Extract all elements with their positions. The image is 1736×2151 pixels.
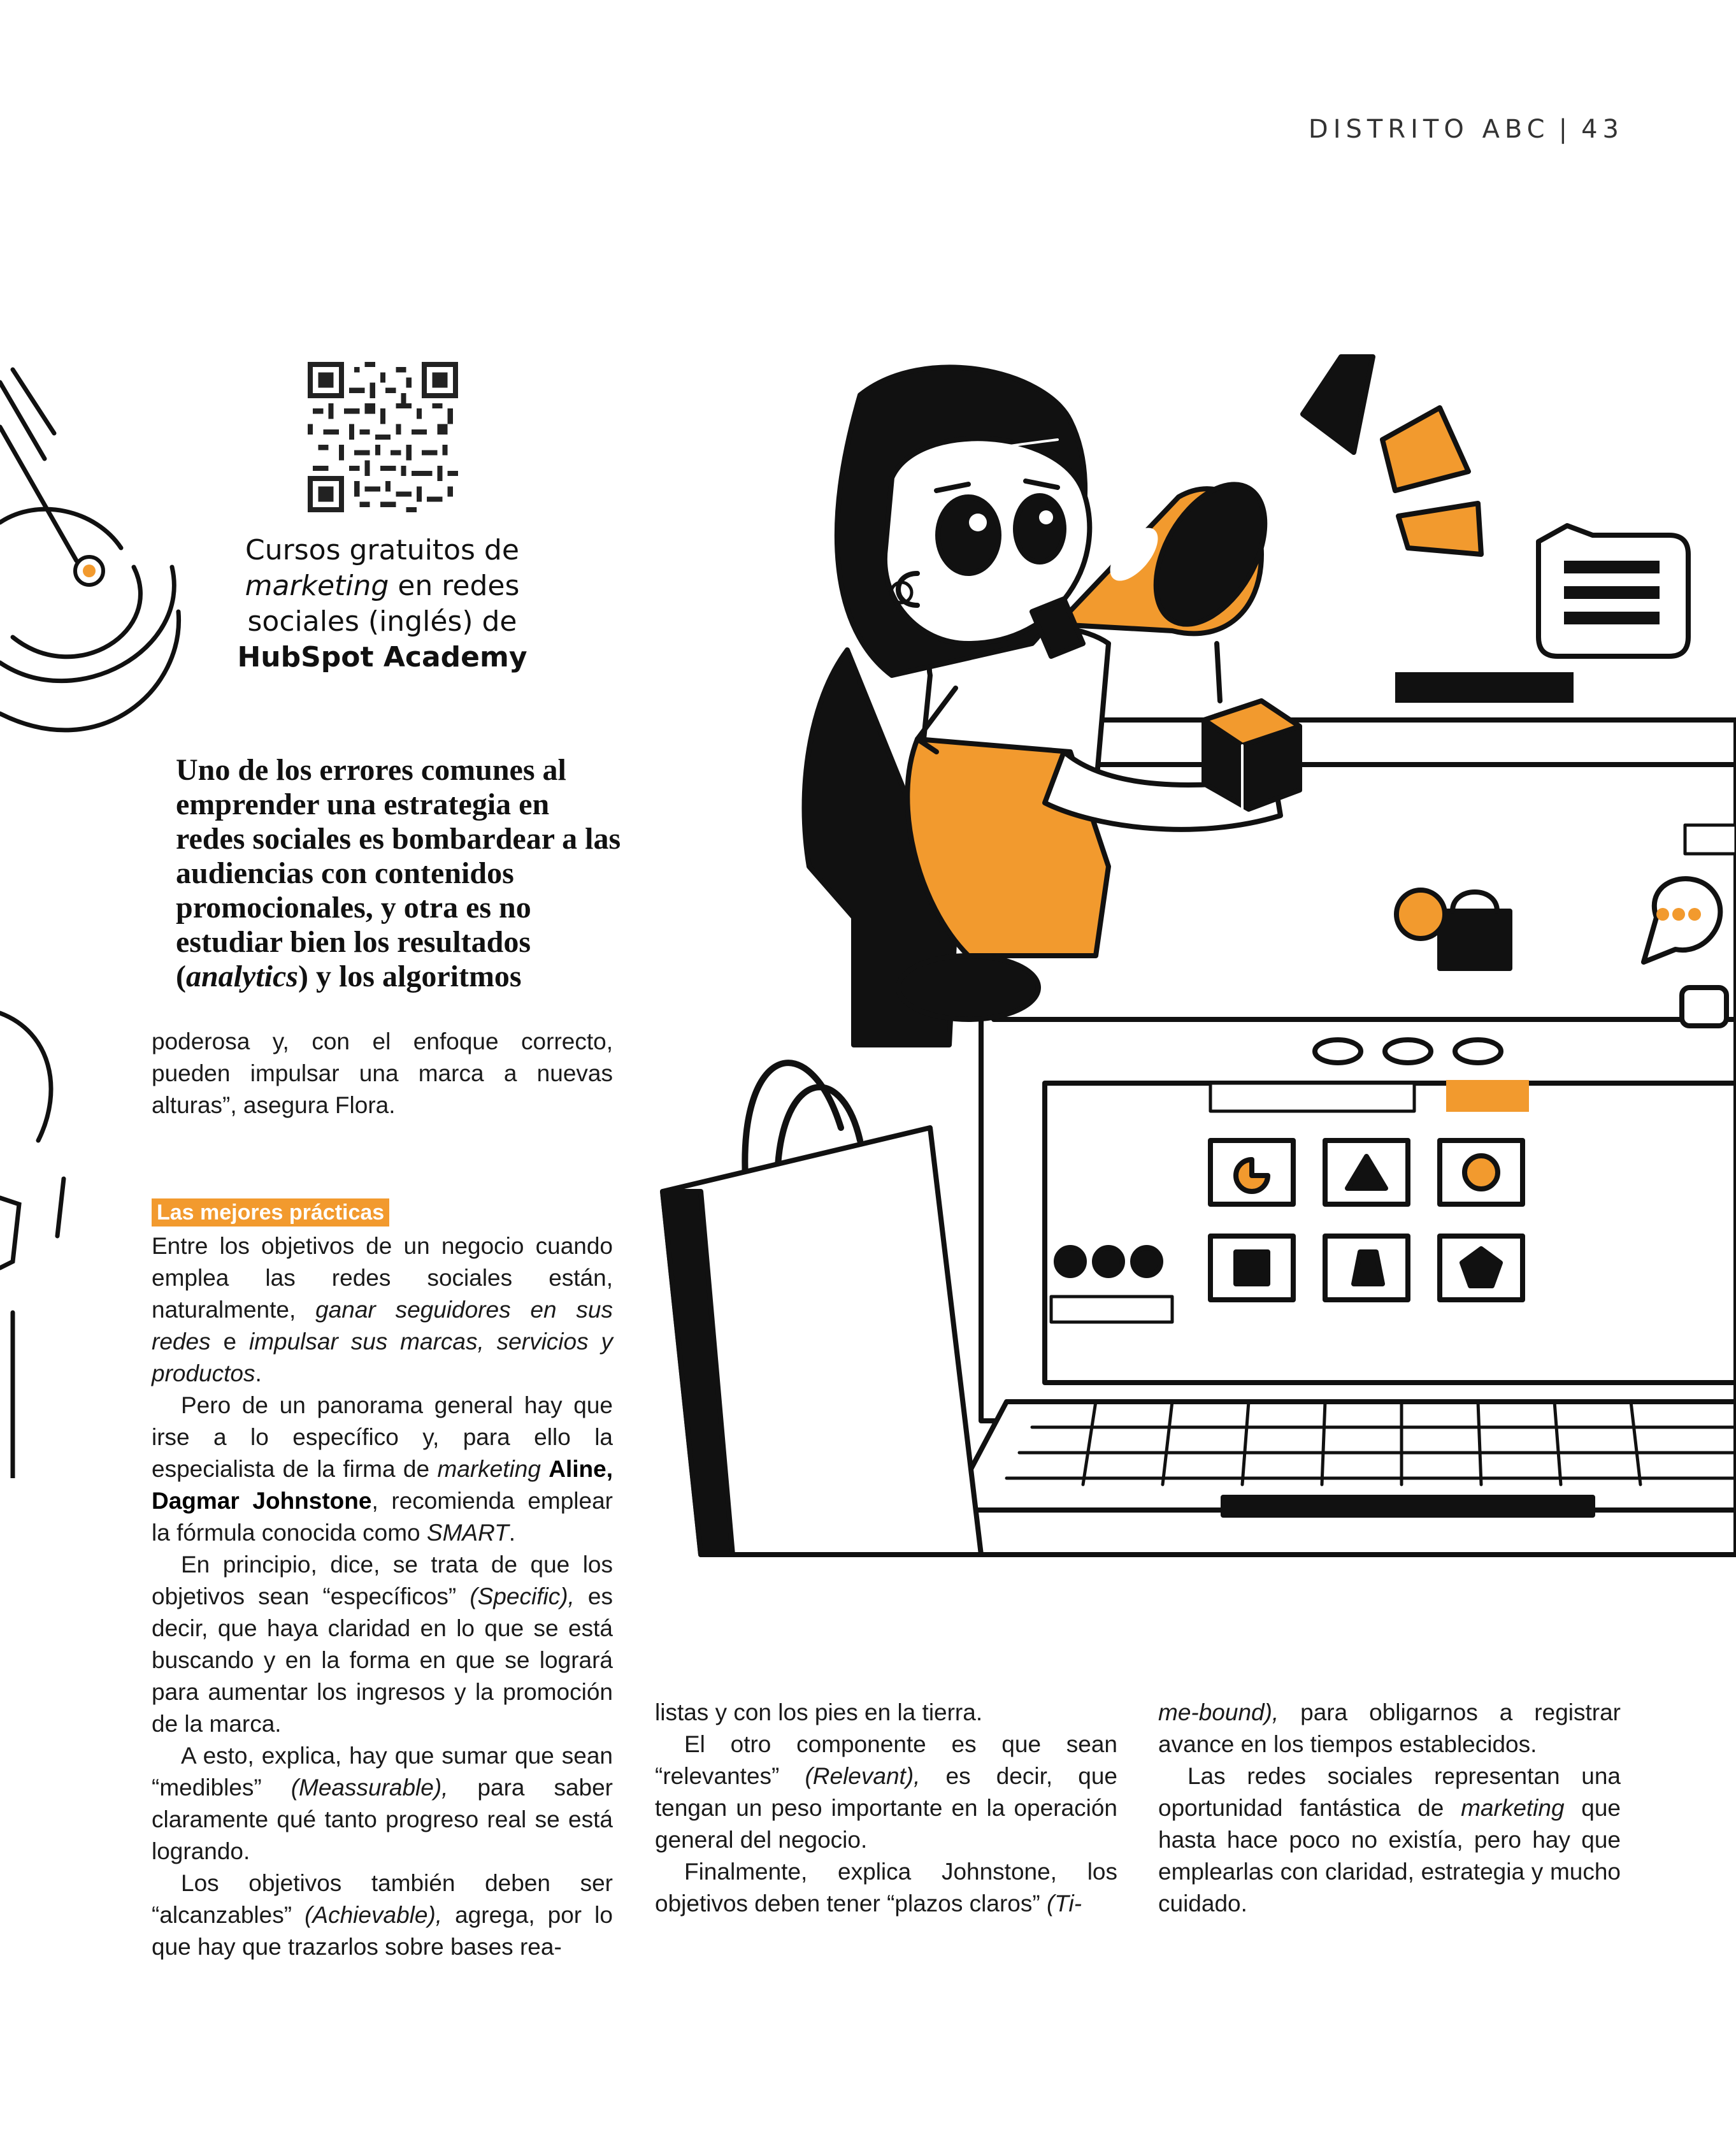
italic-text: (Specific), (470, 1583, 575, 1609)
column-1 (152, 1196, 613, 1963)
qr-code-icon[interactable] (308, 362, 458, 512)
text: El otro componente es que sean “relevantes” (655, 1731, 1117, 1789)
paragraph (655, 1729, 1117, 1856)
bold-name: Aline, Dagmar Johnstone (152, 1456, 613, 1514)
qr-caption-text: en redes (389, 570, 520, 602)
text: A esto, explica, hay que sumar que sean “medibles” (152, 1743, 613, 1801)
paragraph: poderosa y, con el enfoque correcto, pueden impulsar una marca a nuevas alturas”, asegura Flora. (152, 1028, 613, 1118)
text: Las redes sociales representan una oportunidad fantástica de (1158, 1763, 1621, 1821)
italic-text: marketing (1461, 1795, 1565, 1821)
qr-caption-line: sociales (inglés) de (247, 605, 517, 638)
paragraph (655, 1856, 1117, 1920)
header-separator: | (1558, 115, 1573, 144)
pull-quote-text: Uno de los errores comunes al emprender una estrategia en redes sociales es bombardear a las audiencias con contenidos promocionales, y otra es no estudiar bien los resultados ( (176, 753, 621, 993)
italic-text: (Meassurable), (291, 1774, 448, 1801)
qr-caption-italic: marketing (245, 570, 389, 602)
column-1-top (152, 1026, 613, 1121)
italic-text: marketing (437, 1456, 541, 1482)
paragraph (152, 1867, 613, 1963)
text: , recomienda emplear la fórmula conocida como (152, 1488, 613, 1546)
paragraph (1158, 1697, 1621, 1760)
text: Entre los objetivos de un negocio cuando emplea las redes sociales están, naturalmente, (152, 1233, 613, 1323)
running-header (1309, 115, 1624, 144)
paragraph (152, 1740, 613, 1867)
paragraph (152, 1390, 613, 1549)
column-3 (1158, 1697, 1621, 1920)
italic-text: me-bound), (1158, 1699, 1279, 1725)
qr-caption-line (229, 568, 535, 604)
pull-quote-italic: analytics (185, 960, 298, 993)
text: agrega, por lo que hay que trazarlos sobre bases rea- (152, 1902, 613, 1960)
section-label: Las mejores prácticas (152, 1198, 389, 1227)
paragraph: listas y con los pies en la tierra. (655, 1699, 983, 1725)
paragraph (152, 1230, 613, 1390)
paragraph (152, 1549, 613, 1740)
text: En principio, dice, se trata de que los objetivos sean “específicos” (152, 1551, 613, 1609)
text: es decir, que haya claridad en lo que se está buscando y en la forma en que se logrará para aumentar los ingresos y la promoción de la marca. (152, 1583, 613, 1737)
woman-megaphone-laptop-illustration (650, 344, 1736, 1580)
pull-quote-text-end: ) y los algoritmos (298, 960, 522, 993)
page-number: 43 (1581, 115, 1624, 144)
text: . (255, 1360, 262, 1386)
italic-text: SMART (426, 1520, 509, 1546)
text: para obligarnos a registrar avance en los tiempos establecidos. (1158, 1699, 1621, 1757)
pull-quote (176, 753, 622, 994)
text: Pero de un panorama general hay que irse a lo específico y, para ello la especialista de la firma de (152, 1392, 613, 1482)
italic-text: (Ti- (1046, 1890, 1082, 1917)
qr-caption-bold: HubSpot Academy (237, 641, 527, 673)
text: e (210, 1328, 249, 1355)
text: Finalmente, explica Johnstone, los objetivos deben tener “plazos claros” (655, 1859, 1117, 1917)
paragraph (1158, 1760, 1621, 1920)
qr-caption-line: Cursos gratuitos de (245, 534, 519, 566)
text (541, 1456, 549, 1482)
publication-name: DISTRITO ABC (1308, 115, 1550, 144)
italic-text: ganar seguidores en sus redes (152, 1297, 613, 1355)
italic-text: (Achievable), (305, 1902, 443, 1928)
text: Los objetivos también deben ser “alcanzables” (152, 1870, 613, 1928)
qr-caption (229, 533, 535, 675)
italic-text: (Relevant), (805, 1763, 921, 1789)
column-2 (655, 1697, 1117, 1920)
text: es decir, que tengan un peso importante en la operación general del negocio. (655, 1763, 1117, 1853)
text: que hasta hace poco no existía, pero hay que emplearlas con claridad, estrategia y mucho cuidado. (1158, 1795, 1621, 1917)
italic-text: impulsar sus marcas, servicios y productos (152, 1328, 613, 1386)
text: para saber claramente qué tanto progreso real se está logrando. (152, 1774, 613, 1864)
text: . (508, 1520, 516, 1546)
